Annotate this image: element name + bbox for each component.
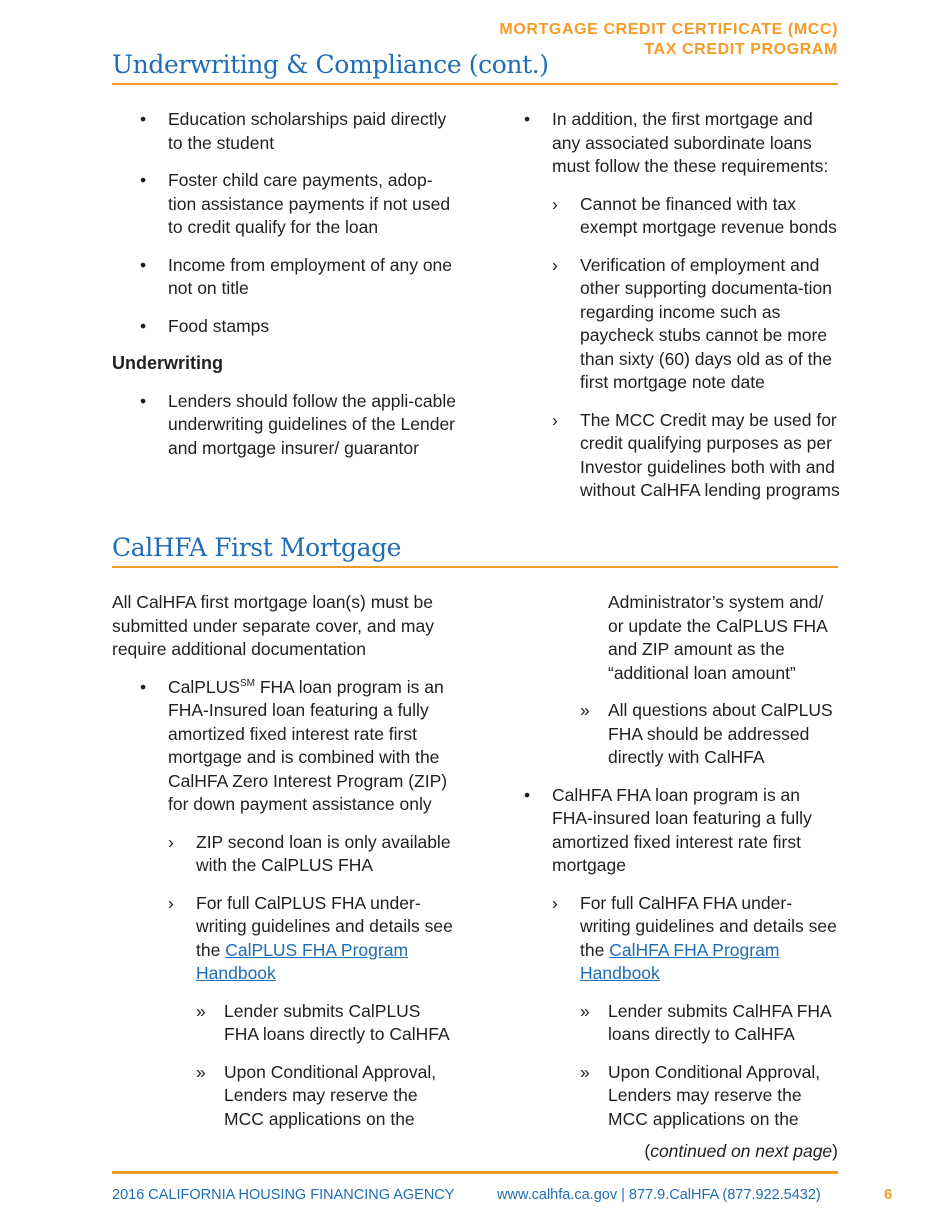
section-divider: [112, 83, 838, 85]
footer-divider: [112, 1171, 838, 1174]
continued-note: [644, 1141, 838, 1162]
list-item: » Upon Conditional Approval, Lenders may reserve the MCC applications on the: [112, 1061, 457, 1132]
section2-right-column: [512, 591, 842, 1145]
continued-open: (: [644, 1141, 651, 1161]
list-item: • Lenders should follow the appli-cable underwriting guidelines of the Lender and mortgage insurer/ guarantor: [112, 390, 457, 461]
list-item: » Upon Conditional Approval, Lenders may reserve the MCC applications on the: [512, 1061, 842, 1132]
section-title-calhfa-first-mortgage: CalHFA First Mortgage: [112, 533, 402, 562]
list-item: [112, 892, 457, 986]
list-item: › The MCC Credit may be used for credit qualifying purposes as per Investor guidelines both with and without CalHFA lending programs: [512, 409, 842, 503]
footer-agency: 2016 CALIFORNIA HOUSING FINANCING AGENCY: [112, 1187, 455, 1203]
page-number: 6: [884, 1186, 893, 1203]
list-item: • Education scholarships paid directly to the student: [112, 108, 457, 155]
calhfa-guidelines-text: For full CalHFA FHA under-writing guidelines and details see the: [580, 892, 837, 960]
section-title-underwriting-compliance: Underwriting & Compliance (cont.): [112, 50, 549, 79]
calplus-name: CalPLUS: [168, 676, 240, 697]
underwriting-heading: Underwriting: [112, 353, 223, 373]
list-item: › Verification of employment and other supporting documenta-tion regarding income such as paycheck stubs cannot be more than sixty (60) days old as of the first mortgage note date: [512, 254, 842, 395]
section2-left-column: [112, 591, 457, 1145]
footer-contact[interactable]: www.calhfa.ca.gov | 877.9.CalHFA (877.922.5432): [497, 1187, 821, 1203]
list-item: • Foster child care payments, adop-tion assistance payments if not used to credit qualify for the loan: [112, 169, 457, 240]
intro-paragraph: All CalHFA first mortgage loan(s) must be submitted under separate cover, and may require additional documentation: [112, 592, 434, 659]
list-item: › ZIP second loan is only available with the CalPLUS FHA: [112, 831, 457, 878]
service-mark: SM: [239, 677, 255, 689]
list-item: [512, 892, 842, 986]
list-item: • In addition, the first mortgage and any associated subordinate loans must follow the these requirements:: [512, 108, 842, 179]
continued-text: continued on next page: [650, 1141, 833, 1161]
program-title: [499, 20, 838, 60]
section1-left-column: [112, 108, 457, 474]
list-item: • Income from employment of any one not on title: [112, 254, 457, 301]
list-item: » Lender submits CalHFA FHA loans directly to CalHFA: [512, 1000, 842, 1047]
list-item: » All questions about CalPLUS FHA should be addressed directly with CalHFA: [512, 699, 842, 770]
program-title-line2: TAX CREDIT PROGRAM: [644, 41, 838, 58]
calplus-handbook-link[interactable]: CalPLUS FHA Program Handbook: [196, 939, 409, 983]
list-item: › Cannot be financed with tax exempt mortgage revenue bonds: [512, 193, 842, 240]
calplus-guidelines-text: For full CalPLUS FHA under-writing guidelines and details see the: [196, 892, 453, 960]
list-item: [112, 676, 457, 817]
calhfa-handbook-link[interactable]: CalHFA FHA Program Handbook: [580, 939, 780, 983]
list-item: • Food stamps: [112, 315, 457, 339]
list-item: • CalHFA FHA loan program is an FHA-insured loan featuring a fully amortized fixed interest rate first mortgage: [512, 784, 842, 878]
section-divider: [112, 566, 838, 568]
section1-right-column: [512, 108, 842, 517]
continued-close: ): [832, 1141, 838, 1161]
list-item: » Lender submits CalPLUS FHA loans directly to CalHFA: [112, 1000, 457, 1047]
calplus-description: FHA loan program is an FHA-Insured loan featuring a fully amortized fixed interest rate first mortgage and is combined with the CalHFA Zero Interest Program (ZIP) for down payment assistance only: [168, 676, 448, 814]
list-item-continuation: Administrator’s system and/ or update the CalPLUS FHA and ZIP amount as the “additional loan amount”: [608, 592, 827, 683]
program-title-line1: MORTGAGE CREDIT CERTIFICATE (MCC): [499, 21, 838, 38]
